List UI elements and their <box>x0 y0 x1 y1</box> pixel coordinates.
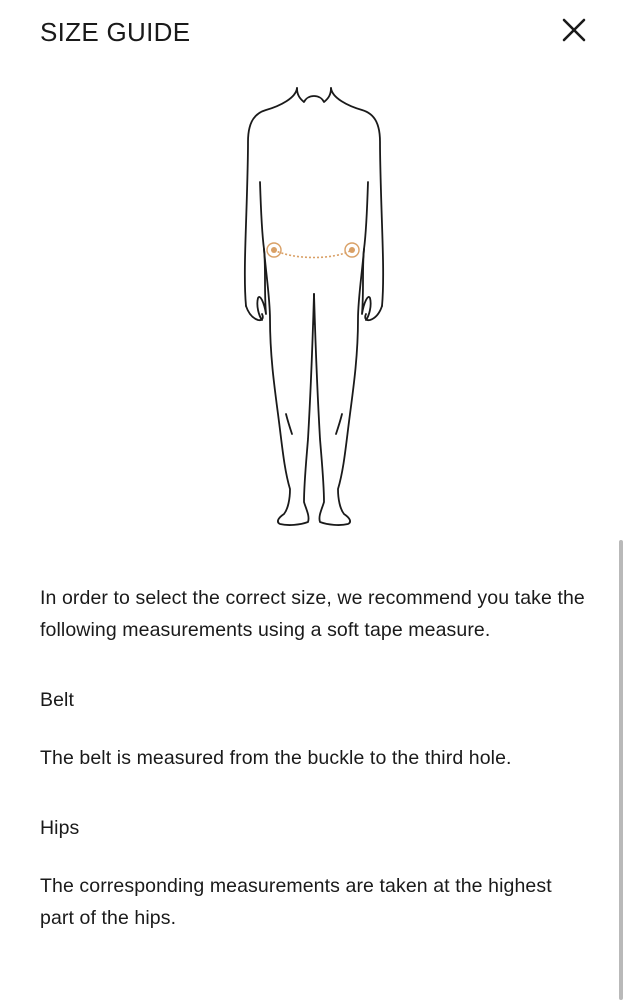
scrollbar[interactable] <box>619 540 623 1000</box>
body-measurement-figure <box>200 84 430 529</box>
section-heading-hips: Hips <box>40 817 80 839</box>
close-icon <box>556 12 592 48</box>
modal-header <box>0 0 627 64</box>
close-button[interactable] <box>556 12 592 48</box>
section-text-belt: The belt is measured from the buckle to the third hole. <box>40 747 512 769</box>
body-outline-icon <box>200 84 430 529</box>
section-heading-belt: Belt <box>40 689 75 711</box>
intro-text: In order to select the correct size, we recommend you take the following measurements using a soft tape measure. <box>40 587 585 641</box>
hip-tape-icon <box>267 243 359 258</box>
section-text-hips: The corresponding measurements are taken at the highest part of the hips. <box>40 875 552 929</box>
page-title: SIZE GUIDE <box>40 17 191 47</box>
size-guide-content <box>40 582 585 972</box>
